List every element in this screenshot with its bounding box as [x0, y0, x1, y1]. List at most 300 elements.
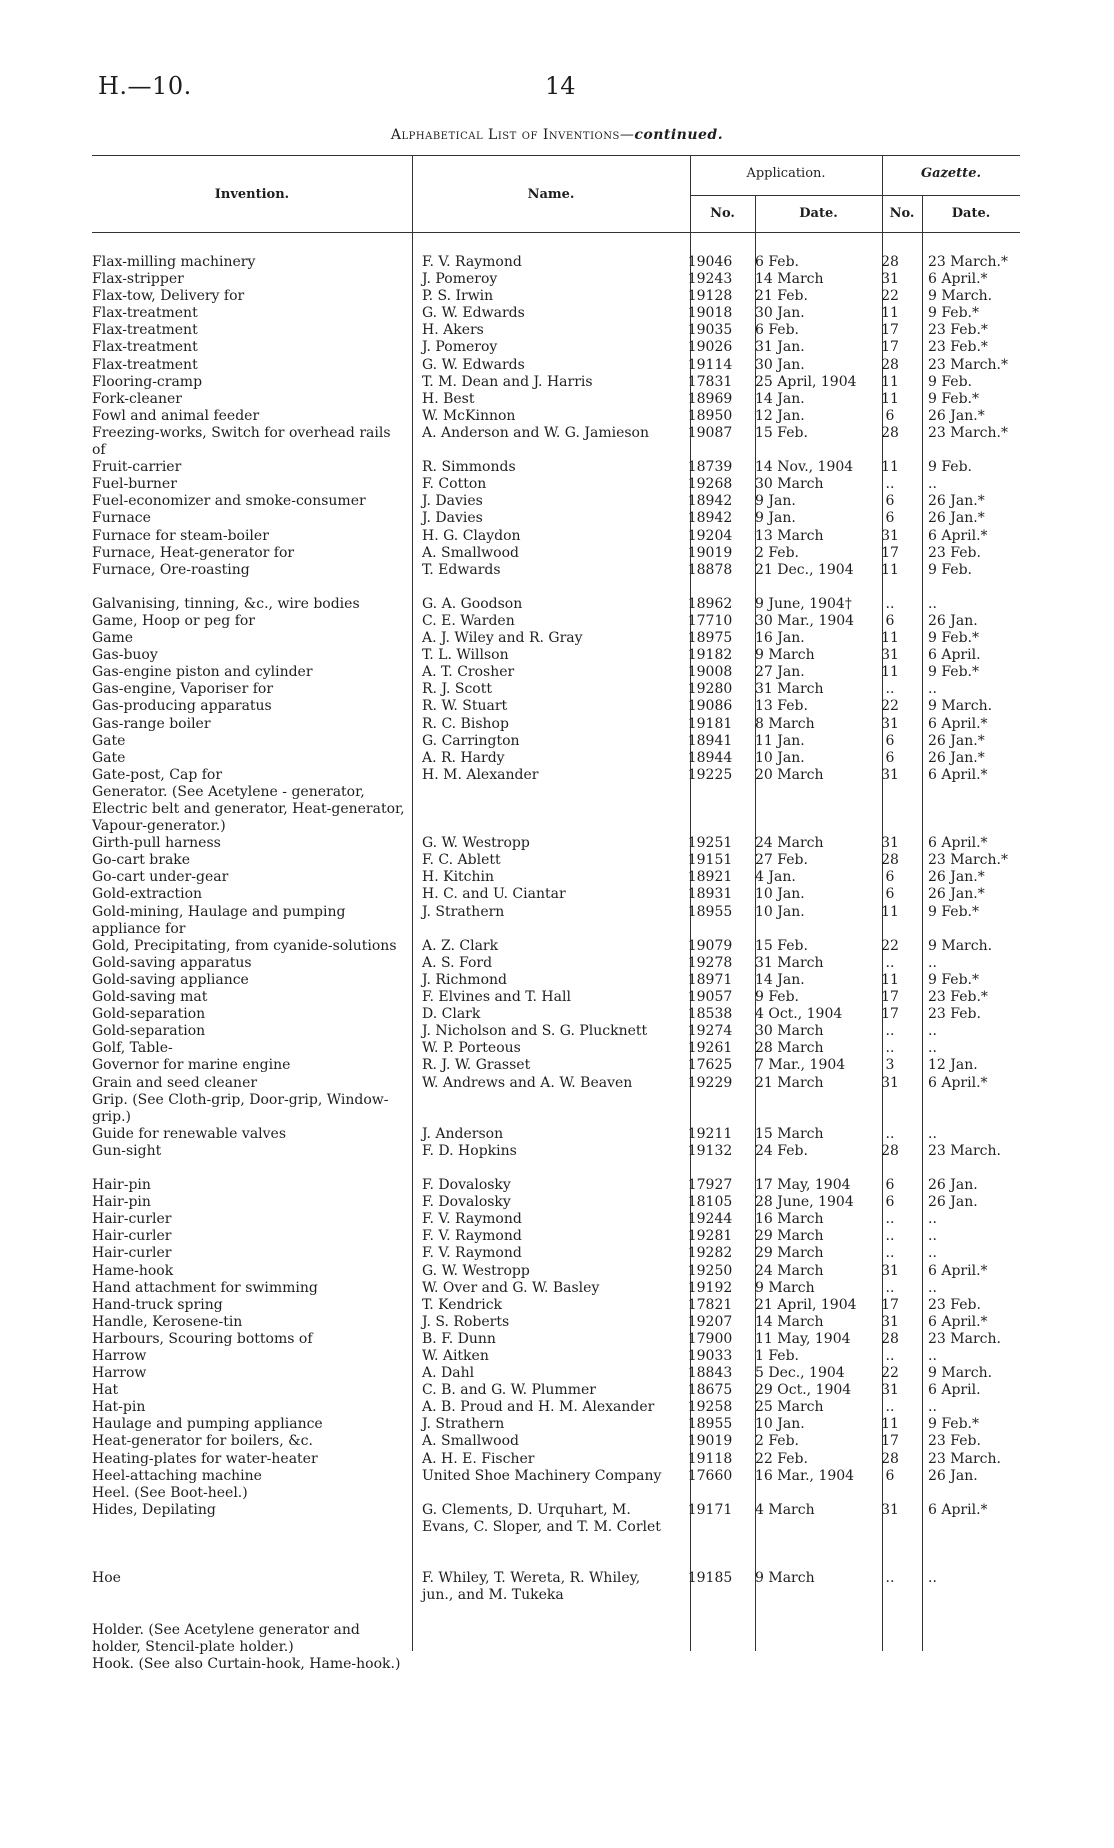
application-date-cell: 9 March [755, 1570, 815, 1587]
gazette-number-cell: 31 [881, 271, 899, 288]
name-cell: J. Strathern [422, 1416, 505, 1433]
gazette-date-cell: 26 Jan. [928, 1177, 978, 1194]
name-cell: H. C. and U. Ciantar [422, 886, 566, 903]
gazette-number-cell: 11 [881, 664, 899, 681]
gazette-number-cell: 6 [885, 1177, 895, 1194]
invention-cell: Gas-engine piston and cylinder [92, 664, 313, 681]
invention-cell: Fuel-economizer and smoke-consumer [92, 493, 366, 510]
gazette-number-cell: .. [885, 1211, 895, 1228]
invention-cell: Flax-treatment [92, 322, 198, 339]
application-date-cell: 6 Feb. [755, 322, 800, 339]
invention-cell: Gas-engine, Vaporiser for [92, 681, 274, 698]
application-date-cell: 14 March [755, 1313, 824, 1330]
gazette-date-cell: 6 April.* [928, 527, 988, 544]
invention-cell: Go-cart under-gear [92, 869, 229, 886]
gazette-date-cell: 9 Feb.* [928, 971, 980, 988]
application-number-cell: 17900 [687, 1330, 733, 1347]
name-cell: C. E. Warden [422, 612, 515, 629]
application-number-cell: 19182 [687, 647, 733, 664]
gazette-number-cell: 11 [881, 971, 899, 988]
application-number-cell: 19261 [687, 1040, 733, 1057]
gazette-number-cell: 28 [881, 852, 899, 869]
invention-cell: Flooring-cramp [92, 373, 203, 390]
gazette-number-cell: 22 [881, 698, 899, 715]
gazette-date-cell: 9 March. [928, 1365, 993, 1382]
name-cell: R. W. Stuart [422, 698, 508, 715]
name-cell: A. R. Hardy [422, 749, 505, 766]
invention-cell: Flax-treatment [92, 356, 198, 373]
invention-cell: Hat [92, 1382, 119, 1399]
gazette-date-cell: 9 Feb. [928, 561, 973, 578]
invention-cell: Grip. (See Cloth-grip, Door-grip, Window-grip.) [92, 1091, 389, 1125]
application-date-cell: 7 Mar., 1904 [755, 1057, 846, 1074]
gazette-date-cell: 6 April.* [928, 715, 988, 732]
gazette-date-cell: .. [928, 1245, 937, 1262]
application-number-cell: 19192 [687, 1279, 733, 1296]
invention-cell: Gold-saving appliance [92, 971, 249, 988]
name-cell: D. Clark [422, 1006, 481, 1023]
gazette-date-cell: 23 Feb. [928, 1433, 981, 1450]
application-date-cell: 10 Jan. [755, 749, 805, 766]
gazette-date-cell: .. [928, 1040, 937, 1057]
gazette-number-cell: 11 [881, 305, 899, 322]
invention-cell: Flax-treatment [92, 305, 198, 322]
name-cell: C. B. and G. W. Plummer [422, 1382, 596, 1399]
application-date-cell: 14 Jan. [755, 390, 805, 407]
application-date-cell: 11 Jan. [755, 732, 805, 749]
application-number-cell: 18962 [687, 595, 733, 612]
application-date-cell: 6 Feb. [755, 254, 800, 270]
name-cell: G. W. Edwards [422, 356, 525, 373]
gazette-number-cell: 11 [881, 630, 899, 647]
gazette-number-cell: 22 [881, 288, 899, 305]
application-number-cell: 19229 [687, 1074, 733, 1091]
gazette-date-cell: .. [928, 681, 937, 698]
name-cell: A. Smallwood [422, 1433, 519, 1450]
application-date-cell: 21 April, 1904 [755, 1296, 857, 1313]
gazette-number-cell: .. [885, 1279, 895, 1296]
header-app-no: No. [710, 206, 735, 221]
invention-cell: Gold-mining, Haulage and pumping appliance for [92, 903, 346, 937]
invention-cell: Hair-curler [92, 1228, 172, 1245]
application-number-cell: 18942 [687, 510, 733, 527]
gazette-date-cell: 6 April.* [928, 1313, 988, 1330]
invention-cell: Fowl and animal feeder [92, 407, 260, 424]
gazette-number-cell: 17 [881, 1433, 899, 1450]
name-cell: A. Anderson and W. G. Jamieson [422, 424, 649, 441]
gazette-date-cell: .. [928, 476, 937, 493]
invention-cell: Heating-plates for water-heater [92, 1450, 318, 1467]
name-cell: F. Dovalosky [422, 1194, 511, 1211]
name-cell: G. Carrington [422, 732, 520, 749]
invention-cell: Game [92, 630, 134, 647]
invention-cell: Generator. (See Acetylene - generator, Electric belt and generator, Heat-generator, Vapour-generator.) [92, 783, 405, 835]
invention-cell: Hook. (See also Curtain-hook, Hame-hook.) [92, 1655, 401, 1672]
invention-cell: Harrow [92, 1348, 147, 1365]
gazette-number-cell: 11 [881, 561, 899, 578]
gazette-date-cell: 9 Feb. [928, 459, 973, 476]
application-number-cell: 18739 [687, 459, 733, 476]
gazette-date-cell: 26 Jan.* [928, 869, 985, 886]
application-date-cell: 9 Jan. [755, 510, 796, 527]
invention-cell: Girth-pull harness [92, 835, 221, 852]
application-number-cell: 19243 [687, 271, 733, 288]
gazette-date-cell: .. [928, 1023, 937, 1040]
header-name: Name. [527, 187, 575, 202]
application-number-cell: 19211 [687, 1125, 733, 1142]
gazette-date-cell: 9 Feb. [928, 373, 973, 390]
gazette-number-cell: 31 [881, 835, 899, 852]
gazette-date-cell: 26 Jan. [928, 612, 978, 629]
application-date-cell: 24 March [755, 835, 824, 852]
name-cell: F. Cotton [422, 476, 487, 493]
invention-cell: Galvanising, tinning, &c., wire bodies [92, 595, 360, 612]
gazette-date-cell: .. [928, 1125, 937, 1142]
name-cell: T. L. Willson [422, 647, 509, 664]
application-number-cell: 19282 [687, 1245, 733, 1262]
application-date-cell: 22 Feb. [755, 1450, 808, 1467]
application-date-cell: 2 Feb. [755, 544, 800, 561]
gazette-number-cell: 28 [881, 1330, 899, 1347]
gazette-date-cell: 9 Feb.* [928, 390, 980, 407]
name-cell: H. Best [422, 390, 475, 407]
application-date-cell: 10 Jan. [755, 1416, 805, 1433]
invention-cell: Flax-milling machinery [92, 254, 256, 270]
application-date-cell: 25 April, 1904 [755, 373, 857, 390]
application-number-cell: 19185 [687, 1570, 733, 1587]
name-cell: F. V. Raymond [422, 1211, 522, 1228]
application-date-cell: 24 March [755, 1262, 824, 1279]
application-number-cell: 19114 [687, 356, 733, 373]
invention-cell: Handle, Kerosene-tin [92, 1313, 243, 1330]
name-cell: A. Z. Clark [422, 937, 499, 954]
application-date-cell: 29 Oct., 1904 [755, 1382, 852, 1399]
name-cell: F. Elvines and T. Hall [422, 989, 571, 1006]
application-number-cell: 19026 [687, 339, 733, 356]
application-number-cell: 19204 [687, 527, 733, 544]
gazette-date-cell: 23 March. [928, 1142, 1001, 1159]
invention-cell: Gas-buoy [92, 647, 158, 664]
application-number-cell: 19250 [687, 1262, 733, 1279]
gazette-date-cell: 6 April. [928, 1382, 981, 1399]
application-date-cell: 13 Feb. [755, 698, 808, 715]
application-date-cell: 1 Feb. [755, 1348, 800, 1365]
gazette-date-cell: 26 Jan.* [928, 510, 985, 527]
gazette-number-cell: 28 [881, 254, 899, 270]
application-number-cell: 18969 [687, 390, 733, 407]
gazette-number-cell: 11 [881, 459, 899, 476]
name-cell: A. Dahl [422, 1365, 475, 1382]
application-number-cell: 19280 [687, 681, 733, 698]
application-number-cell: 17821 [687, 1296, 733, 1313]
name-cell: H. Akers [422, 322, 484, 339]
gazette-date-cell: 23 Feb. [928, 1006, 981, 1023]
invention-cell: Flax-treatment [92, 339, 198, 356]
application-number-cell: 19035 [687, 322, 733, 339]
gazette-date-cell: 23 March. [928, 1450, 1001, 1467]
application-number-cell: 19046 [687, 254, 733, 270]
application-date-cell: 21 March [755, 1074, 824, 1091]
name-cell: G. W. Edwards [422, 305, 525, 322]
name-cell: G. W. Westropp [422, 835, 530, 852]
invention-cell: Hoe [92, 1570, 121, 1587]
gazette-date-cell: .. [928, 1228, 937, 1245]
gazette-number-cell: .. [885, 476, 895, 493]
name-cell: J. Davies [422, 493, 483, 510]
name-cell: A. Smallwood [422, 544, 519, 561]
invention-cell: Furnace [92, 510, 151, 527]
application-number-cell: 19151 [687, 852, 733, 869]
header-gaz-no: No. [889, 206, 915, 221]
name-cell: H. G. Claydon [422, 527, 521, 544]
application-number-cell: 17710 [687, 612, 733, 629]
invention-cell: Gate [92, 732, 126, 749]
application-date-cell: 25 March [755, 1399, 824, 1416]
application-number-cell: 19057 [687, 989, 733, 1006]
name-cell: R. J. W. Grasset [422, 1057, 531, 1074]
application-number-cell: 19079 [687, 937, 733, 954]
name-cell: P. S. Irwin [422, 288, 494, 305]
gazette-date-cell: 9 March. [928, 937, 993, 954]
invention-cell: Heat-generator for boilers, &c. [92, 1433, 313, 1450]
name-cell: T. M. Dean and J. Harris [422, 373, 593, 390]
application-number-cell: 19033 [687, 1348, 733, 1365]
invention-cell: Hand-truck spring [92, 1296, 223, 1313]
invention-cell: Hair-pin [92, 1194, 151, 1211]
application-number-cell: 19008 [687, 664, 733, 681]
gazette-date-cell: .. [928, 1211, 937, 1228]
gazette-date-cell: 6 April.* [928, 1262, 988, 1279]
name-cell: G. W. Westropp [422, 1262, 530, 1279]
application-date-cell: 15 March [755, 1125, 824, 1142]
invention-cell: Gold-saving mat [92, 989, 208, 1006]
name-cell: F. V. Raymond [422, 1228, 522, 1245]
application-number-cell: 19181 [687, 715, 733, 732]
application-number-cell: 19244 [687, 1211, 733, 1228]
application-date-cell: 30 Mar., 1904 [755, 612, 855, 629]
application-date-cell: 12 Jan. [755, 407, 805, 424]
name-cell: F. Dovalosky [422, 1177, 511, 1194]
application-date-cell: 16 March [755, 1211, 824, 1228]
application-number-cell: 18944 [687, 749, 733, 766]
gazette-date-cell: 9 March. [928, 698, 993, 715]
application-date-cell: 27 Jan. [755, 664, 805, 681]
invention-cell: Fork-cleaner [92, 390, 182, 407]
gazette-number-cell: .. [885, 1348, 895, 1365]
application-date-cell: 28 March [755, 1040, 824, 1057]
name-cell: J. Nicholson and S. G. Plucknett [422, 1023, 648, 1040]
name-cell: A. B. Proud and H. M. Alexander [422, 1399, 655, 1416]
name-cell: United Shoe Machinery Company [422, 1467, 662, 1484]
application-number-cell: 18878 [687, 561, 733, 578]
gazette-number-cell: 3 [885, 1057, 895, 1074]
name-cell: F. D. Hopkins [422, 1142, 517, 1159]
gazette-number-cell: 6 [885, 869, 895, 886]
application-date-cell: 9 Feb. [755, 989, 800, 1006]
invention-cell: Grain and seed cleaner [92, 1074, 258, 1091]
name-cell: W. Over and G. W. Basley [422, 1279, 600, 1296]
header-application: Application. [746, 166, 826, 181]
gazette-date-cell: 23 March.* [928, 424, 1008, 441]
page-number: 14 [545, 72, 576, 100]
application-number-cell: 18955 [687, 1416, 733, 1433]
application-number-cell: 17927 [687, 1177, 733, 1194]
gazette-number-cell: .. [885, 681, 895, 698]
gazette-number-cell: 31 [881, 1382, 899, 1399]
gazette-date-cell: .. [928, 1279, 937, 1296]
invention-cell: Gold, Precipitating, from cyanide-solutions [92, 937, 397, 954]
table-top-rule [92, 155, 1020, 156]
application-date-cell: 10 Jan. [755, 903, 805, 920]
application-date-cell: 27 Feb. [755, 852, 808, 869]
gazette-date-cell: 9 Feb.* [928, 630, 980, 647]
header-app-date: Date. [799, 206, 838, 221]
invention-cell: Gun-sight [92, 1142, 162, 1159]
header-gaz-date: Date. [951, 206, 991, 221]
application-date-cell: 30 March [755, 476, 824, 493]
gazette-number-cell: 11 [881, 1416, 899, 1433]
gazette-date-cell: 23 March.* [928, 852, 1008, 869]
invention-cell: Guide for renewable valves [92, 1125, 287, 1142]
application-date-cell: 16 Jan. [755, 630, 805, 647]
gazette-number-cell: 6 [885, 510, 895, 527]
gazette-number-cell: 28 [881, 424, 899, 441]
name-cell: F. Whiley, T. Wereta, R. Whiley, jun., and M. Tukeka [422, 1570, 641, 1604]
invention-cell: Hair-curler [92, 1245, 172, 1262]
gazette-number-cell: 6 [885, 612, 895, 629]
gazette-number-cell: 17 [881, 544, 899, 561]
name-cell: W. P. Porteous [422, 1040, 521, 1057]
gazette-date-cell: 23 March.* [928, 356, 1008, 373]
application-number-cell: 18105 [687, 1194, 733, 1211]
application-date-cell: 9 March [755, 1279, 815, 1296]
gazette-number-cell: 11 [881, 390, 899, 407]
application-number-cell: 17625 [687, 1057, 733, 1074]
invention-cell: Fuel-burner [92, 476, 177, 493]
application-number-cell: 19274 [687, 1023, 733, 1040]
application-date-cell: 8 March [755, 715, 815, 732]
invention-cell: Gas-range boiler [92, 715, 211, 732]
gazette-number-cell: 17 [881, 1296, 899, 1313]
application-date-cell: 21 Dec., 1904 [755, 561, 854, 578]
application-date-cell: 30 Jan. [755, 305, 805, 322]
name-cell: H. Kitchin [422, 869, 495, 886]
name-cell: G. A. Goodson [422, 595, 523, 612]
application-number-cell: 19281 [687, 1228, 733, 1245]
application-date-cell: 31 March [755, 681, 824, 698]
name-cell: B. F. Dunn [422, 1330, 496, 1347]
application-date-cell: 21 Feb. [755, 288, 808, 305]
application-date-cell: 20 March [755, 766, 824, 783]
application-date-cell: 16 Mar., 1904 [755, 1467, 855, 1484]
gazette-number-cell: 31 [881, 527, 899, 544]
invention-cell: Hides, Depilating [92, 1501, 216, 1518]
invention-cell: Hat-pin [92, 1399, 146, 1416]
gazette-number-cell: 31 [881, 1313, 899, 1330]
gazette-date-cell: 23 Feb. [928, 544, 981, 561]
application-number-cell: 18975 [687, 630, 733, 647]
name-cell: A. S. Ford [422, 954, 493, 971]
gazette-number-cell: 11 [881, 373, 899, 390]
name-cell: J. Pomeroy [422, 339, 498, 356]
application-number-cell: 18971 [687, 971, 733, 988]
name-cell: R. J. Scott [422, 681, 492, 698]
invention-cell: Governor for marine engine [92, 1057, 291, 1074]
gazette-date-cell: 26 Jan.* [928, 493, 985, 510]
gazette-number-cell: 11 [881, 903, 899, 920]
name-cell: J. Richmond [422, 971, 507, 988]
invention-cell: Gold-saving apparatus [92, 954, 252, 971]
application-date-cell: 24 Feb. [755, 1142, 808, 1159]
gazette-number-cell: .. [885, 954, 895, 971]
name-cell: T. Edwards [422, 561, 501, 578]
name-cell: W. Andrews and A. W. Beaven [422, 1074, 633, 1091]
application-number-cell: 17831 [687, 373, 733, 390]
invention-cell: Hame-hook [92, 1262, 174, 1279]
gazette-date-cell: 23 March.* [928, 254, 1008, 270]
application-number-cell: 19019 [687, 1433, 733, 1450]
application-number-cell: 18950 [687, 407, 733, 424]
gazette-number-cell: 17 [881, 1006, 899, 1023]
application-number-cell: 19171 [687, 1501, 733, 1518]
gazette-date-cell: 12 Jan. [928, 1057, 978, 1074]
application-date-cell: 15 Feb. [755, 937, 808, 954]
name-cell: A. T. Crosher [422, 664, 515, 681]
application-date-cell: 14 Nov., 1904 [755, 459, 854, 476]
gazette-number-cell: 6 [885, 886, 895, 903]
application-number-cell: 19019 [687, 544, 733, 561]
gazette-date-cell: 6 April.* [928, 1074, 988, 1091]
application-number-cell: 19086 [687, 698, 733, 715]
application-number-cell: 19018 [687, 305, 733, 322]
gazette-number-cell: 22 [881, 1365, 899, 1382]
gazette-date-cell: 26 Jan.* [928, 749, 985, 766]
application-date-cell: 4 Jan. [755, 869, 796, 886]
application-number-cell: 19118 [687, 1450, 733, 1467]
column-divider [412, 155, 413, 1651]
gazette-date-cell: .. [928, 1570, 937, 1587]
invention-cell: Gas-producing apparatus [92, 698, 272, 715]
gazette-date-cell: 23 Feb.* [928, 339, 988, 356]
application-date-cell: 30 Jan. [755, 356, 805, 373]
gazette-date-cell: 23 Feb.* [928, 989, 988, 1006]
invention-cell: Gold-extraction [92, 886, 203, 903]
gazette-date-cell: 9 Feb.* [928, 305, 980, 322]
name-cell: R. Simmonds [422, 459, 516, 476]
name-cell: A. J. Wiley and R. Gray [422, 630, 583, 647]
application-number-cell: 19207 [687, 1313, 733, 1330]
gazette-number-cell: 17 [881, 322, 899, 339]
gazette-number-cell: .. [885, 1228, 895, 1245]
application-number-cell: 19132 [687, 1142, 733, 1159]
gazette-date-cell: 26 Jan.* [928, 407, 985, 424]
gazette-date-cell: 9 Feb.* [928, 903, 980, 920]
gazette-date-cell: 26 Jan. [928, 1194, 978, 1211]
gazette-date-cell: 9 Feb.* [928, 1416, 980, 1433]
gazette-date-cell: 26 Jan.* [928, 732, 985, 749]
application-number-cell: 19225 [687, 766, 733, 783]
gazette-date-cell: 6 April.* [928, 835, 988, 852]
gazette-date-cell: 6 April.* [928, 1501, 988, 1518]
name-cell: T. Kendrick [422, 1296, 503, 1313]
application-number-cell: 19087 [687, 424, 733, 441]
name-cell: A. H. E. Fischer [422, 1450, 535, 1467]
application-date-cell: 14 March [755, 271, 824, 288]
application-number-cell: 19128 [687, 288, 733, 305]
gazette-number-cell: 6 [885, 493, 895, 510]
name-cell: J. Strathern [422, 903, 505, 920]
application-date-cell: 10 Jan. [755, 886, 805, 903]
